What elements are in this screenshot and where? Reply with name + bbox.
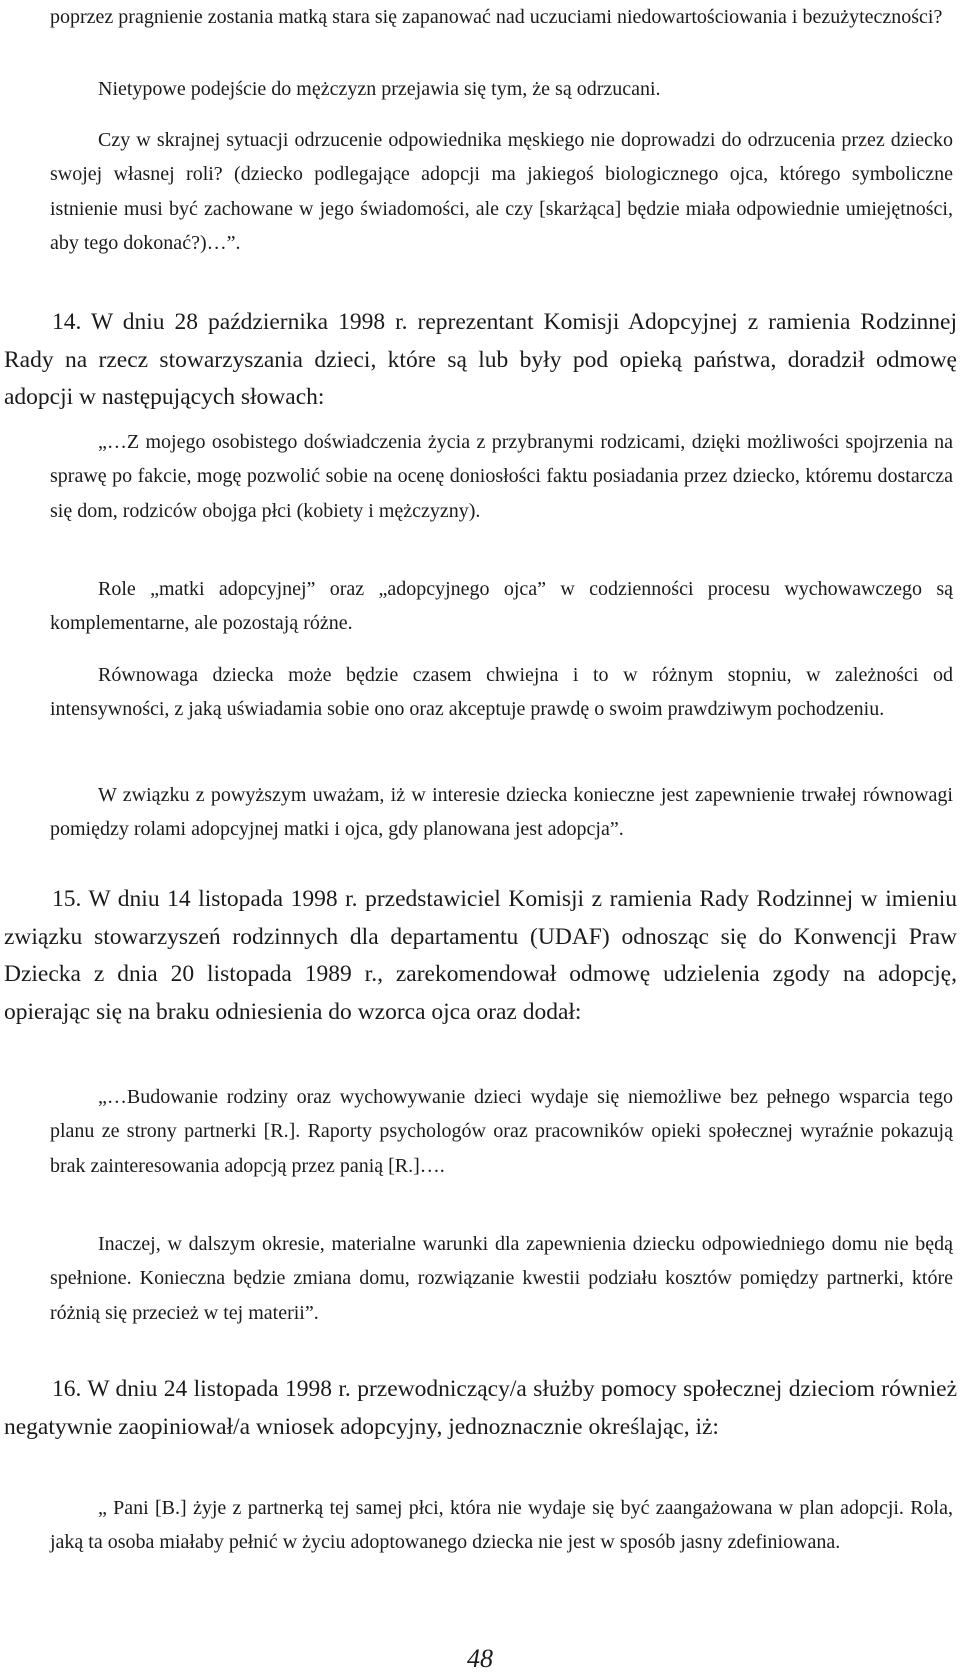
- paragraph-quote: Inaczej, w dalszym okresie, materialne warunki dla zapewnienia dziecku odpowiedniego domu nie będą spełnione. Konieczna będzie zmiana domu, rozwiązanie kwestii podziału kosztów pomiędzy partnerki, które różnią się przecież w tej materii”.: [50, 1233, 953, 1324]
- paragraph-quote: W związku z powyższym uważam, iż w interesie dziecka konieczne jest zapewnienie trwałej równowagi pomiędzy rolami adopcyjnej matki i ojca, gdy planowana jest adopcja”.: [50, 784, 953, 841]
- paragraph-section-14: 14. W dniu 28 października 1998 r. reprezentant Komisji Adopcyjnej z ramienia Rodzinnej Rady na rzecz stowarzyszania dzieci, które są lub były pod opieką państwa, doradził odmowę adopcji w następujących słowach:: [4, 309, 957, 410]
- paragraph-quote: Nietypowe podejście do mężczyzn przejawia się tym, że są odrzucani.: [98, 78, 661, 100]
- paragraph-quote: Role „matki adopcyjnej” oraz „adopcyjnego ojca” w codzienności procesu wychowawczego są komplementarne, ale pozostają różne.: [50, 578, 953, 635]
- paragraph-section-16: 16. W dniu 24 listopada 1998 r. przewodniczący/a służby pomocy społecznej dzieciom również negatywnie zaopiniował/a wniosek adopcyjny, jednoznacznie określając, iż:: [4, 1376, 957, 1440]
- paragraph-quote: Czy w skrajnej sytuacji odrzucenie odpowiednika męskiego nie doprowadzi do odrzucenia przez dziecko swojej własnej roli? (dziecko podlegające adopcji ma jakiegoś biologicznego ojca, którego symboliczne istnienie musi być zachowane w jego świadomości, ale czy [skarżąca] będzie miała odpowiednie umiejętności, aby tego dokonać?)…”.: [50, 129, 953, 255]
- paragraph-quote: Równowaga dziecka może będzie czasem chwiejna i to w różnym stopniu, w zależności od intensywności, z jaką uświadamia sobie ono oraz akceptuje prawdę o swoim prawdziwym pochodzeniu.: [50, 664, 953, 721]
- page-number: 48: [467, 1644, 493, 1673]
- paragraph-continuation: poprzez pragnienie zostania matką stara się zapanować nad uczuciami niedowartościowania i bezużyteczności?: [50, 6, 943, 28]
- paragraph-quote: „ Pani [B.] żyje z partnerką tej samej płci, która nie wydaje się być zaangażowana w plan adopcji. Rola, jaką ta osoba miałaby pełnić w życiu adoptowanego dziecka nie jest w sposób jasny zdefiniowana.: [50, 1497, 953, 1554]
- paragraph-section-15: 15. W dniu 14 listopada 1998 r. przedstawiciel Komisji z ramienia Rady Rodzinnej w imieniu związku stowarzyszeń rodzinnych dla departamentu (UDAF) odnosząc się do Konwencji Praw Dziecka z dnia 20 listopada 1989 r., zarekomendował odmowę udzielenia zgody na adopcję, opierając się na braku odniesienia do wzorca ojca oraz dodał:: [4, 886, 957, 1025]
- paragraph-quote: „…Z mojego osobistego doświadczenia życia z przybranymi rodzicami, dzięki możliwości spojrzenia na sprawę po fakcie, mogę pozwolić sobie na ocenę doniosłości faktu posiadania przez dziecko, któremu dostarcza się dom, rodziców obojga płci (kobiety i mężczyzny).: [50, 431, 953, 522]
- paragraph-quote: „…Budowanie rodziny oraz wychowywanie dzieci wydaje się niemożliwe bez pełnego wsparcia tego planu ze strony partnerki [R.]. Raporty psychologów oraz pracowników opieki społecznej wyraźnie pokazują brak zainteresowania adopcją przez panią [R.]….: [50, 1086, 953, 1177]
